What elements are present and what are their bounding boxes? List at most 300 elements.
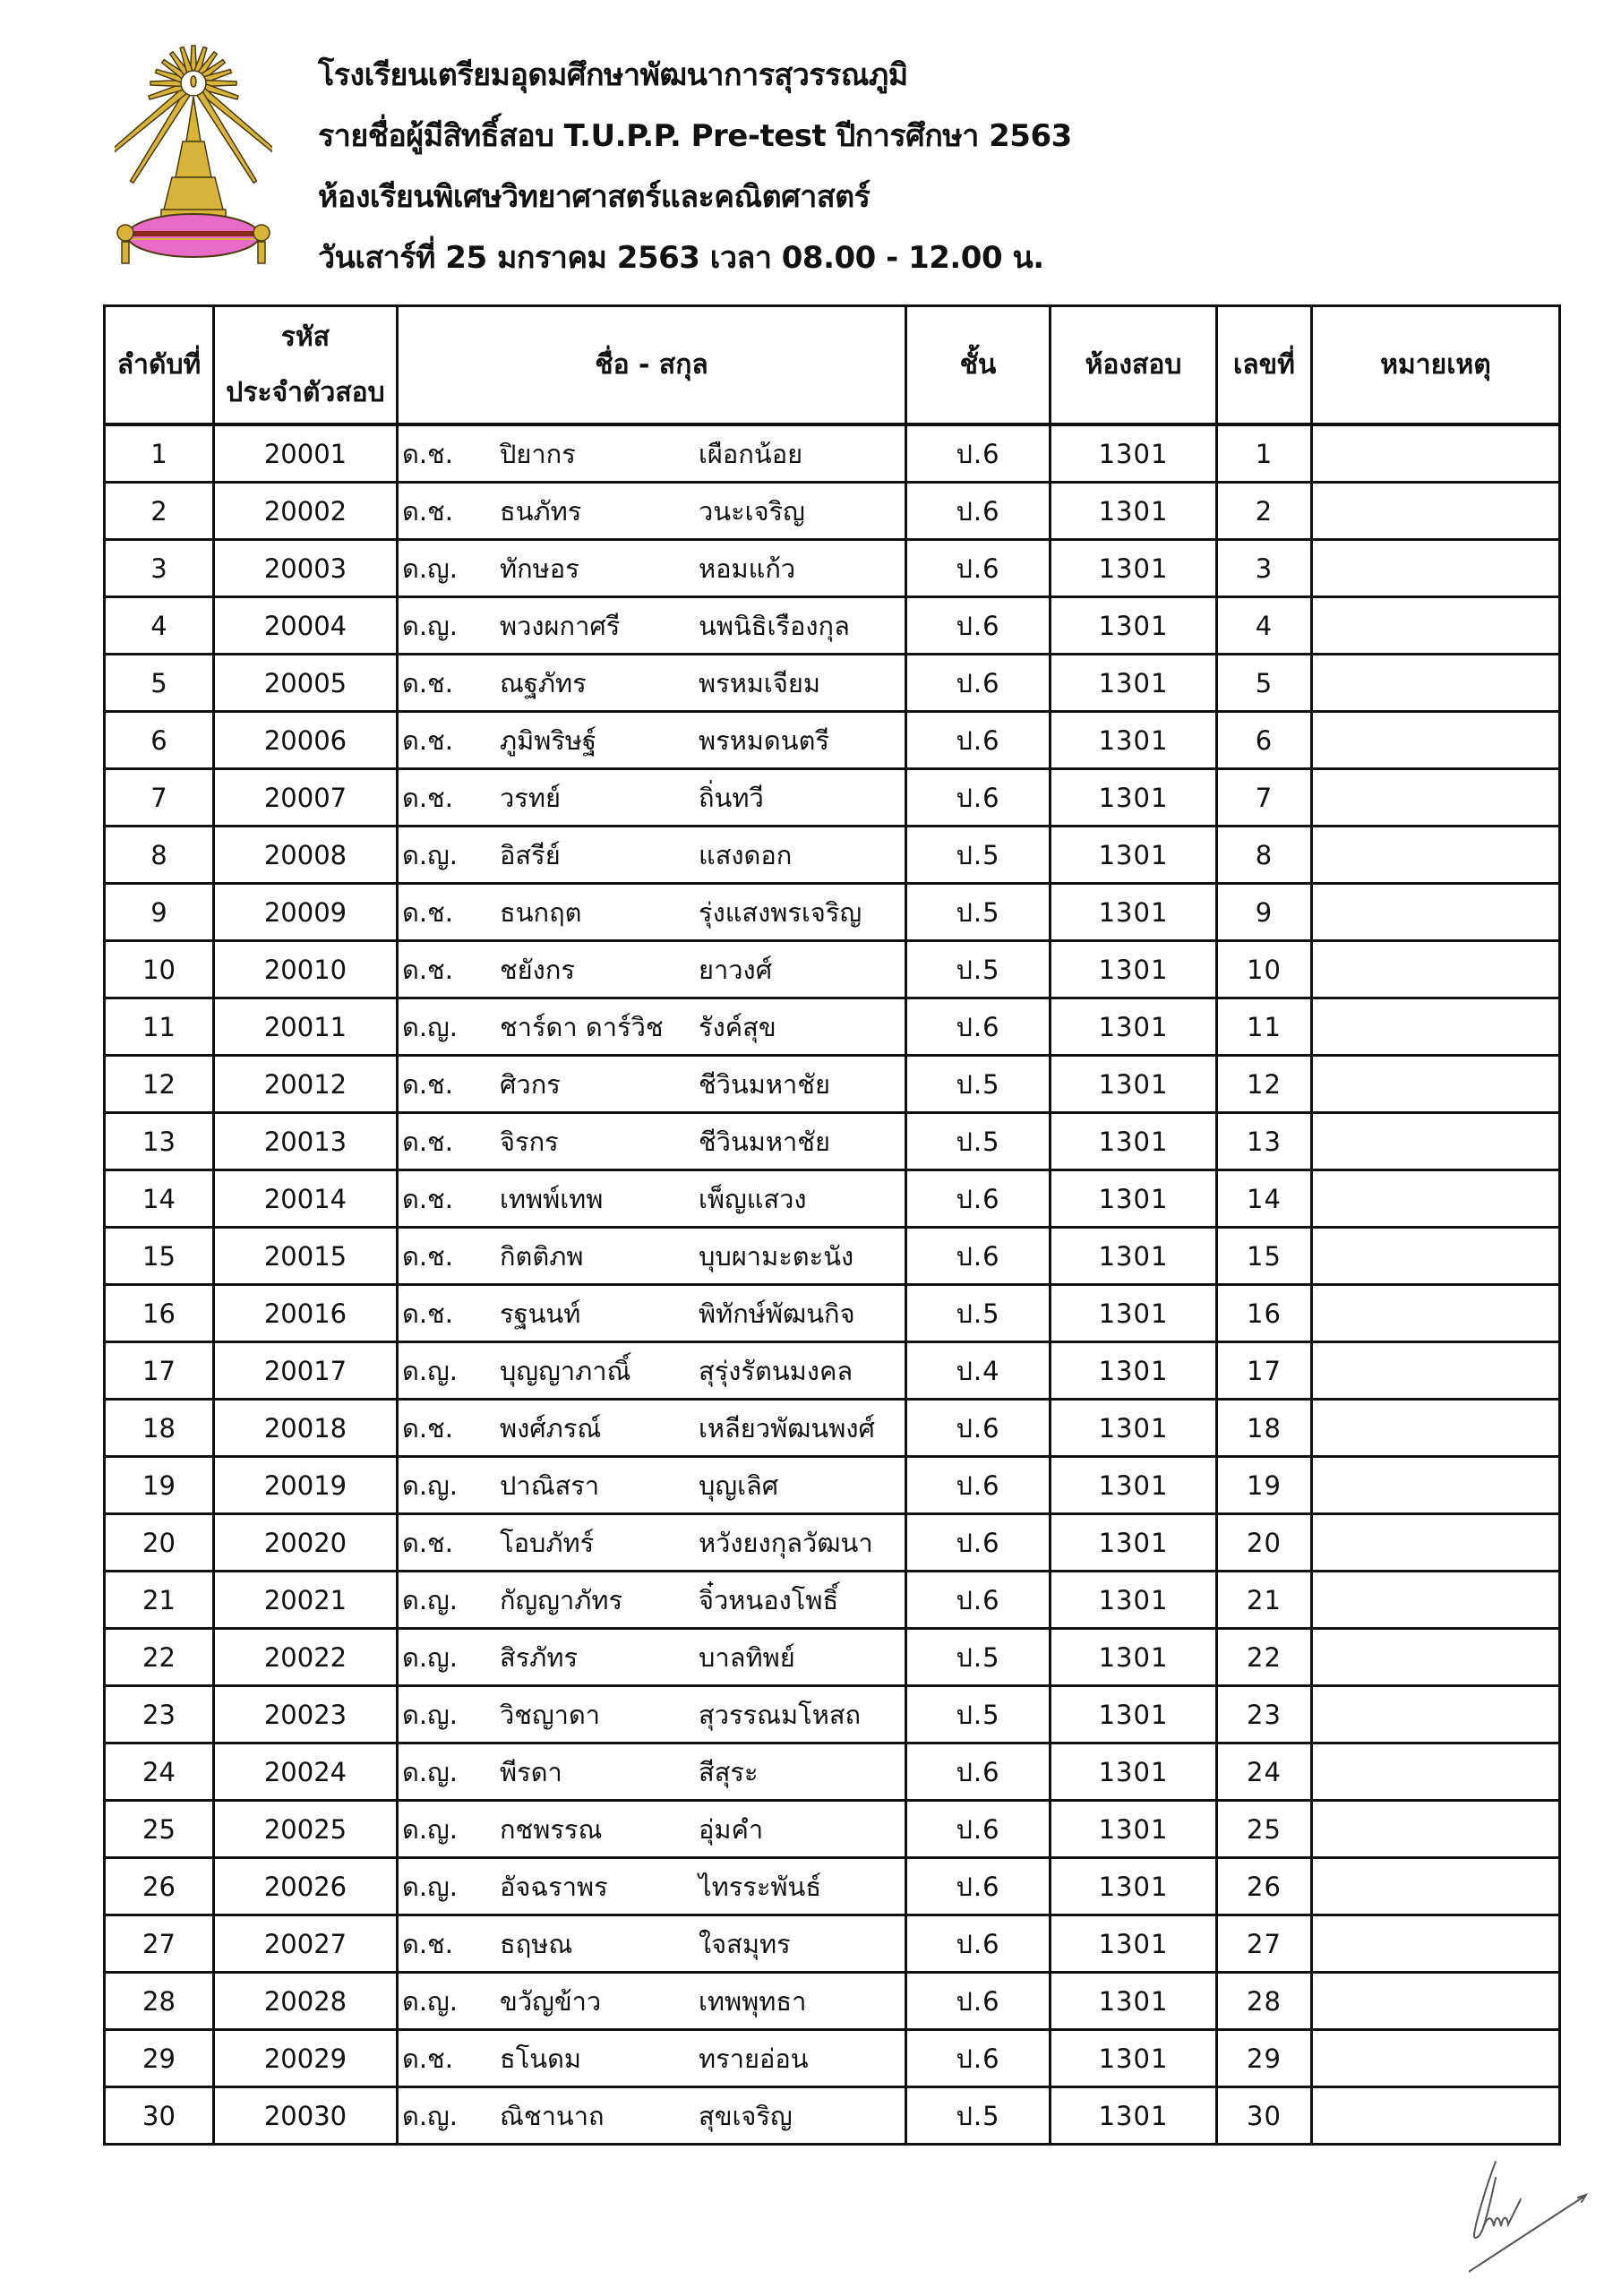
grade-cell: ป.6 (906, 1973, 1051, 2030)
first-name: ณิชานาถ (500, 2100, 605, 2131)
remark-cell (1312, 884, 1560, 941)
grade-cell: ป.6 (906, 1228, 1051, 1285)
exam-code-cell: 20026 (214, 1858, 398, 1915)
exam-room-cell: 1301 (1051, 1686, 1217, 1743)
first-name: สิรภัทร (500, 1641, 579, 1673)
remark-cell (1312, 1170, 1560, 1228)
grade-cell: ป.5 (906, 2087, 1051, 2145)
exam-room-cell: 1301 (1051, 1801, 1217, 1858)
remark-cell (1312, 1973, 1560, 2030)
exam-room-cell: 1301 (1051, 998, 1217, 1056)
exam-room-cell: 1301 (1051, 1973, 1217, 2030)
name-cell (398, 712, 906, 769)
name-cell (398, 540, 906, 597)
first-name: จิรกร (500, 1126, 559, 1157)
order-cell: 3 (105, 540, 214, 597)
order-cell: 22 (105, 1629, 214, 1686)
name-cell (398, 2087, 906, 2145)
column-header-grade: ชั้น (906, 306, 1051, 425)
grade-cell: ป.6 (906, 1170, 1051, 1228)
table-row (105, 424, 1560, 483)
last-name: สุขเจริญ (699, 2100, 793, 2131)
name-cell (398, 1915, 906, 1973)
grade-cell: ป.5 (906, 1686, 1051, 1743)
seat-number-cell: 3 (1217, 540, 1312, 597)
last-name: รังค์สุข (699, 1011, 776, 1042)
remark-cell (1312, 1915, 1560, 1973)
name-cell (398, 655, 906, 712)
name-cell (398, 1285, 906, 1342)
name-prefix: ด.ช. (402, 1412, 453, 1444)
exam-code-cell: 20023 (214, 1686, 398, 1743)
order-cell: 23 (105, 1686, 214, 1743)
last-name: พิทักษ์พัฒนกิจ (699, 1298, 855, 1329)
school-emblem-icon (115, 43, 272, 267)
last-name: ทรายอ่อน (699, 2043, 809, 2074)
exam-room-cell: 1301 (1051, 1285, 1217, 1342)
last-name: เหลียวพัฒนพงศ์ (699, 1412, 875, 1444)
seat-number-cell: 18 (1217, 1400, 1312, 1457)
seat-number-cell: 15 (1217, 1228, 1312, 1285)
seat-number-cell: 17 (1217, 1342, 1312, 1400)
seat-number-cell: 16 (1217, 1285, 1312, 1342)
order-cell: 16 (105, 1285, 214, 1342)
exam-code-cell: 20012 (214, 1056, 398, 1113)
order-cell: 30 (105, 2087, 214, 2145)
order-cell: 4 (105, 597, 214, 655)
first-name: พงศ์ภรณ์ (500, 1412, 602, 1444)
order-cell: 6 (105, 712, 214, 769)
first-name: ภูมิพริษฐ์ (500, 724, 597, 756)
last-name: หวังยงกุลวัฒนา (699, 1527, 873, 1558)
name-prefix: ด.ญ. (402, 1011, 458, 1042)
exam-code-cell: 20017 (214, 1342, 398, 1400)
exam-room-cell: 1301 (1051, 884, 1217, 941)
last-name: บาลทิพย์ (699, 1641, 795, 1673)
first-name: วรทย์ (500, 782, 561, 813)
name-prefix: ด.ญ. (402, 1813, 458, 1845)
exam-room-cell: 1301 (1051, 1170, 1217, 1228)
first-name: ขวัญข้าว (500, 1985, 602, 2017)
last-name: ใจสมุทร (699, 1928, 791, 1959)
name-cell (398, 1629, 906, 1686)
name-prefix: ด.ญ. (402, 1871, 458, 1902)
name-prefix: ด.ญ. (402, 839, 458, 870)
remark-cell (1312, 712, 1560, 769)
seat-number-cell: 14 (1217, 1170, 1312, 1228)
exam-code-cell: 20005 (214, 655, 398, 712)
first-name: วิชญาดา (500, 1699, 601, 1730)
table-row (105, 2030, 1560, 2087)
seat-number-cell: 20 (1217, 1514, 1312, 1572)
table-row (105, 1973, 1560, 2030)
seat-number-cell: 4 (1217, 597, 1312, 655)
table-row (105, 1686, 1560, 1743)
first-name: ธนภัทร (500, 495, 582, 527)
remark-cell (1312, 827, 1560, 884)
remark-cell (1312, 597, 1560, 655)
remark-cell (1312, 998, 1560, 1056)
seat-number-cell: 25 (1217, 1801, 1312, 1858)
seat-number-cell: 26 (1217, 1858, 1312, 1915)
remark-cell (1312, 1056, 1560, 1113)
table-row (105, 1342, 1560, 1400)
first-name: กชพรรณ (500, 1813, 603, 1845)
first-name: ศิวกร (500, 1068, 561, 1100)
remark-cell (1312, 941, 1560, 998)
exam-room-cell: 1301 (1051, 1629, 1217, 1686)
table-row (105, 1801, 1560, 1858)
last-name: เทพพุทธา (699, 1985, 807, 2017)
order-cell: 1 (105, 424, 214, 483)
name-prefix: ด.ช. (402, 2043, 453, 2074)
column-header-code-line2: ประจำตัวสอบ (226, 376, 385, 408)
remark-cell (1312, 1514, 1560, 1572)
exam-room-cell: 1301 (1051, 655, 1217, 712)
seat-number-cell: 21 (1217, 1572, 1312, 1629)
document-header (318, 45, 1072, 288)
table-row (105, 1514, 1560, 1572)
seat-number-cell: 11 (1217, 998, 1312, 1056)
order-cell: 24 (105, 1743, 214, 1801)
exam-code-cell: 20013 (214, 1113, 398, 1170)
grade-cell: ป.6 (906, 1572, 1051, 1629)
table-row (105, 998, 1560, 1056)
grade-cell: ป.5 (906, 884, 1051, 941)
name-prefix: ด.ช. (402, 667, 453, 698)
table-row (105, 655, 1560, 712)
table-row (105, 597, 1560, 655)
exam-code-cell: 20002 (214, 483, 398, 540)
order-cell: 19 (105, 1457, 214, 1514)
grade-cell: ป.6 (906, 483, 1051, 540)
name-cell (398, 1113, 906, 1170)
grade-cell: ป.6 (906, 597, 1051, 655)
handwritten-signature (1469, 2158, 1621, 2292)
name-cell (398, 1342, 906, 1400)
grade-cell: ป.6 (906, 1858, 1051, 1915)
name-cell (398, 1572, 906, 1629)
exam-room-cell: 1301 (1051, 1514, 1217, 1572)
last-name: ยาวงศ์ (699, 954, 773, 985)
name-cell (398, 1228, 906, 1285)
order-cell: 29 (105, 2030, 214, 2087)
grade-cell: ป.6 (906, 540, 1051, 597)
exam-room-cell: 1301 (1051, 827, 1217, 884)
table-row (105, 941, 1560, 998)
exam-room-cell: 1301 (1051, 597, 1217, 655)
first-name: พวงผกาศรี (500, 610, 621, 641)
grade-cell: ป.6 (906, 1801, 1051, 1858)
program-name: ห้องเรียนพิเศษวิทยาศาสตร์และคณิตศาสตร์ (318, 179, 871, 215)
seat-number-cell: 6 (1217, 712, 1312, 769)
grade-cell: ป.5 (906, 1113, 1051, 1170)
last-name: ชีวินมหาชัย (699, 1126, 830, 1157)
grade-cell: ป.5 (906, 1285, 1051, 1342)
last-name: พรหมดนตรี (699, 724, 829, 756)
remark-cell (1312, 1228, 1560, 1285)
exam-room-cell: 1301 (1051, 424, 1217, 483)
last-name: สีสุระ (699, 1756, 759, 1787)
order-cell: 17 (105, 1342, 214, 1400)
exam-room-cell: 1301 (1051, 540, 1217, 597)
grade-cell: ป.6 (906, 1743, 1051, 1801)
remark-cell (1312, 1743, 1560, 1801)
remark-cell (1312, 540, 1560, 597)
exam-room-cell: 1301 (1051, 1743, 1217, 1801)
order-cell: 7 (105, 769, 214, 827)
first-name: บุญญาภาณิ์ (500, 1355, 631, 1386)
exam-room-cell: 1301 (1051, 1228, 1217, 1285)
order-cell: 2 (105, 483, 214, 540)
grade-cell: ป.4 (906, 1342, 1051, 1400)
exam-code-cell: 20025 (214, 1801, 398, 1858)
remark-cell (1312, 1113, 1560, 1170)
seat-number-cell: 12 (1217, 1056, 1312, 1113)
name-prefix: ด.ช. (402, 896, 453, 928)
last-name: ถิ่นทวี (699, 782, 764, 813)
exam-code-cell: 20006 (214, 712, 398, 769)
first-name: ธโนดม (500, 2043, 582, 2074)
first-name: อัจฉราพร (500, 1871, 608, 1902)
last-name: อุ่มคำ (699, 1813, 764, 1845)
exam-room-cell: 1301 (1051, 1858, 1217, 1915)
name-cell (398, 1056, 906, 1113)
exam-code-cell: 20015 (214, 1228, 398, 1285)
exam-room-cell: 1301 (1051, 1342, 1217, 1400)
first-name: เทพพ์เทพ (500, 1183, 604, 1214)
last-name: แสงดอก (699, 839, 793, 870)
exam-code-cell: 20003 (214, 540, 398, 597)
order-cell: 5 (105, 655, 214, 712)
name-cell (398, 1400, 906, 1457)
first-name: ชยังกร (500, 954, 575, 985)
first-name: ณฐภัทร (500, 667, 587, 698)
first-name: กัญญาภัทร (500, 1584, 623, 1615)
remark-cell (1312, 655, 1560, 712)
seat-number-cell: 23 (1217, 1686, 1312, 1743)
name-cell (398, 1514, 906, 1572)
table-row (105, 1170, 1560, 1228)
first-name: อิสรีย์ (500, 839, 561, 870)
order-cell: 9 (105, 884, 214, 941)
table-row (105, 1743, 1560, 1801)
last-name: ชีวินมหาชัย (699, 1068, 830, 1100)
remark-cell (1312, 1457, 1560, 1514)
column-header-code (214, 306, 398, 425)
first-name: ธฤษณ (500, 1928, 573, 1959)
first-name: ปิยากร (500, 438, 576, 469)
name-prefix: ด.ญ. (402, 1584, 458, 1615)
table-row (105, 1629, 1560, 1686)
seat-number-cell: 1 (1217, 424, 1312, 483)
table-row (105, 483, 1560, 540)
order-cell: 18 (105, 1400, 214, 1457)
seat-number-cell: 7 (1217, 769, 1312, 827)
name-prefix: ด.ญ. (402, 2100, 458, 2131)
remark-cell (1312, 769, 1560, 827)
remark-cell (1312, 1629, 1560, 1686)
name-prefix: ด.ญ. (402, 1699, 458, 1730)
document-title: รายชื่อผู้มีสิทธิ์สอบ T.U.P.P. Pre-test ปีการศึกษา 2563 (318, 118, 1072, 154)
grade-cell: ป.6 (906, 655, 1051, 712)
last-name: พรหมเจียม (699, 667, 820, 698)
table-row (105, 827, 1560, 884)
grade-cell: ป.6 (906, 1400, 1051, 1457)
grade-cell: ป.6 (906, 1514, 1051, 1572)
column-header-room: ห้องสอบ (1051, 306, 1217, 425)
seat-number-cell: 22 (1217, 1629, 1312, 1686)
name-cell (398, 483, 906, 540)
exam-room-cell: 1301 (1051, 1113, 1217, 1170)
last-name: บุญเลิศ (699, 1469, 779, 1501)
name-prefix: ด.ช. (402, 724, 453, 756)
first-name: ธนกฤต (500, 896, 582, 928)
table-row (105, 1285, 1560, 1342)
table-row (105, 1572, 1560, 1629)
grade-cell: ป.6 (906, 769, 1051, 827)
name-prefix: ด.ช. (402, 782, 453, 813)
name-prefix: ด.ญ. (402, 1469, 458, 1501)
column-header-remark: หมายเหตุ (1312, 306, 1560, 425)
remark-cell (1312, 1801, 1560, 1858)
seat-number-cell: 19 (1217, 1457, 1312, 1514)
grade-cell: ป.5 (906, 941, 1051, 998)
name-prefix: ด.ช. (402, 1183, 453, 1214)
grade-cell: ป.6 (906, 998, 1051, 1056)
name-prefix: ด.ช. (402, 495, 453, 527)
grade-cell: ป.6 (906, 424, 1051, 483)
name-cell (398, 1858, 906, 1915)
column-header-name: ชื่อ - สกุล (398, 306, 906, 425)
remark-cell (1312, 1686, 1560, 1743)
exam-room-cell: 1301 (1051, 1056, 1217, 1113)
name-prefix: ด.ญ. (402, 1756, 458, 1787)
table-row (105, 1056, 1560, 1113)
table-row (105, 712, 1560, 769)
exam-code-cell: 20004 (214, 597, 398, 655)
remark-cell (1312, 2087, 1560, 2145)
first-name: ปาณิสรา (500, 1469, 600, 1501)
first-name: ชาร์ดา ดาร์วิช (500, 1011, 664, 1042)
name-prefix: ด.ญ. (402, 1641, 458, 1673)
order-cell: 26 (105, 1858, 214, 1915)
remark-cell (1312, 1858, 1560, 1915)
name-cell (398, 2030, 906, 2087)
first-name: กิตติภพ (500, 1240, 584, 1272)
exam-code-cell: 20010 (214, 941, 398, 998)
grade-cell: ป.5 (906, 827, 1051, 884)
table-row (105, 1400, 1560, 1457)
exam-room-cell: 1301 (1051, 2087, 1217, 2145)
exam-date-time: วันเสาร์ที่ 25 มกราคม 2563 เวลา 08.00 - 12.00 น. (318, 240, 1044, 276)
name-cell (398, 1743, 906, 1801)
seat-number-cell: 9 (1217, 884, 1312, 941)
remark-cell (1312, 1285, 1560, 1342)
examinee-roster-table (103, 304, 1561, 2146)
order-cell: 27 (105, 1915, 214, 1973)
exam-room-cell: 1301 (1051, 1572, 1217, 1629)
last-name: หอมแก้ว (699, 553, 796, 584)
remark-cell (1312, 1342, 1560, 1400)
table-row (105, 769, 1560, 827)
seat-number-cell: 29 (1217, 2030, 1312, 2087)
first-name: รฐนนท์ (500, 1298, 581, 1329)
remark-cell (1312, 483, 1560, 540)
exam-code-cell: 20009 (214, 884, 398, 941)
name-prefix: ด.ช. (402, 1928, 453, 1959)
table-row (105, 1228, 1560, 1285)
name-cell (398, 1973, 906, 2030)
remark-cell (1312, 2030, 1560, 2087)
grade-cell: ป.6 (906, 712, 1051, 769)
last-name: เพ็ญแสวง (699, 1183, 807, 1214)
exam-room-cell: 1301 (1051, 769, 1217, 827)
table-row (105, 540, 1560, 597)
name-cell (398, 998, 906, 1056)
name-prefix: ด.ช. (402, 1298, 453, 1329)
table-row (105, 2087, 1560, 2145)
name-prefix: ด.ญ. (402, 553, 458, 584)
last-name: จิ๋วหนองโพธิ์ (699, 1584, 839, 1615)
last-name: วนะเจริญ (699, 495, 805, 527)
exam-room-cell: 1301 (1051, 941, 1217, 998)
exam-code-cell: 20018 (214, 1400, 398, 1457)
name-prefix: ด.ช. (402, 1126, 453, 1157)
order-cell: 8 (105, 827, 214, 884)
remark-cell (1312, 1400, 1560, 1457)
exam-code-cell: 20019 (214, 1457, 398, 1514)
exam-code-cell: 20024 (214, 1743, 398, 1801)
exam-room-cell: 1301 (1051, 1400, 1217, 1457)
table-row (105, 1113, 1560, 1170)
exam-room-cell: 1301 (1051, 2030, 1217, 2087)
last-name: สุวรรณมโหสถ (699, 1699, 862, 1730)
last-name: รุ่งแสงพรเจริญ (699, 896, 862, 928)
remark-cell (1312, 424, 1560, 483)
last-name: บุบผามะตะนัง (699, 1240, 854, 1272)
exam-code-cell: 20016 (214, 1285, 398, 1342)
order-cell: 25 (105, 1801, 214, 1858)
exam-code-cell: 20011 (214, 998, 398, 1056)
name-cell (398, 597, 906, 655)
name-prefix: ด.ช. (402, 1240, 453, 1272)
column-header-order: ลำดับที่ (105, 306, 214, 425)
exam-room-cell: 1301 (1051, 1457, 1217, 1514)
column-header-seat: เลขที่ (1217, 306, 1312, 425)
exam-code-cell: 20030 (214, 2087, 398, 2145)
order-cell: 14 (105, 1170, 214, 1228)
order-cell: 15 (105, 1228, 214, 1285)
exam-code-cell: 20007 (214, 769, 398, 827)
remark-cell (1312, 1572, 1560, 1629)
name-prefix: ด.ช. (402, 438, 453, 469)
name-cell (398, 1686, 906, 1743)
name-prefix: ด.ช. (402, 1527, 453, 1558)
last-name: ไทรระพันธ์ (699, 1871, 822, 1902)
grade-cell: ป.5 (906, 1056, 1051, 1113)
table-row (105, 1915, 1560, 1973)
grade-cell: ป.6 (906, 1915, 1051, 1973)
seat-number-cell: 30 (1217, 2087, 1312, 2145)
order-cell: 10 (105, 941, 214, 998)
grade-cell: ป.5 (906, 1629, 1051, 1686)
last-name: เผือกน้อย (699, 438, 803, 469)
last-name: นพนิธิเรืองกุล (699, 610, 850, 641)
seat-number-cell: 2 (1217, 483, 1312, 540)
exam-code-cell: 20008 (214, 827, 398, 884)
exam-room-cell: 1301 (1051, 712, 1217, 769)
